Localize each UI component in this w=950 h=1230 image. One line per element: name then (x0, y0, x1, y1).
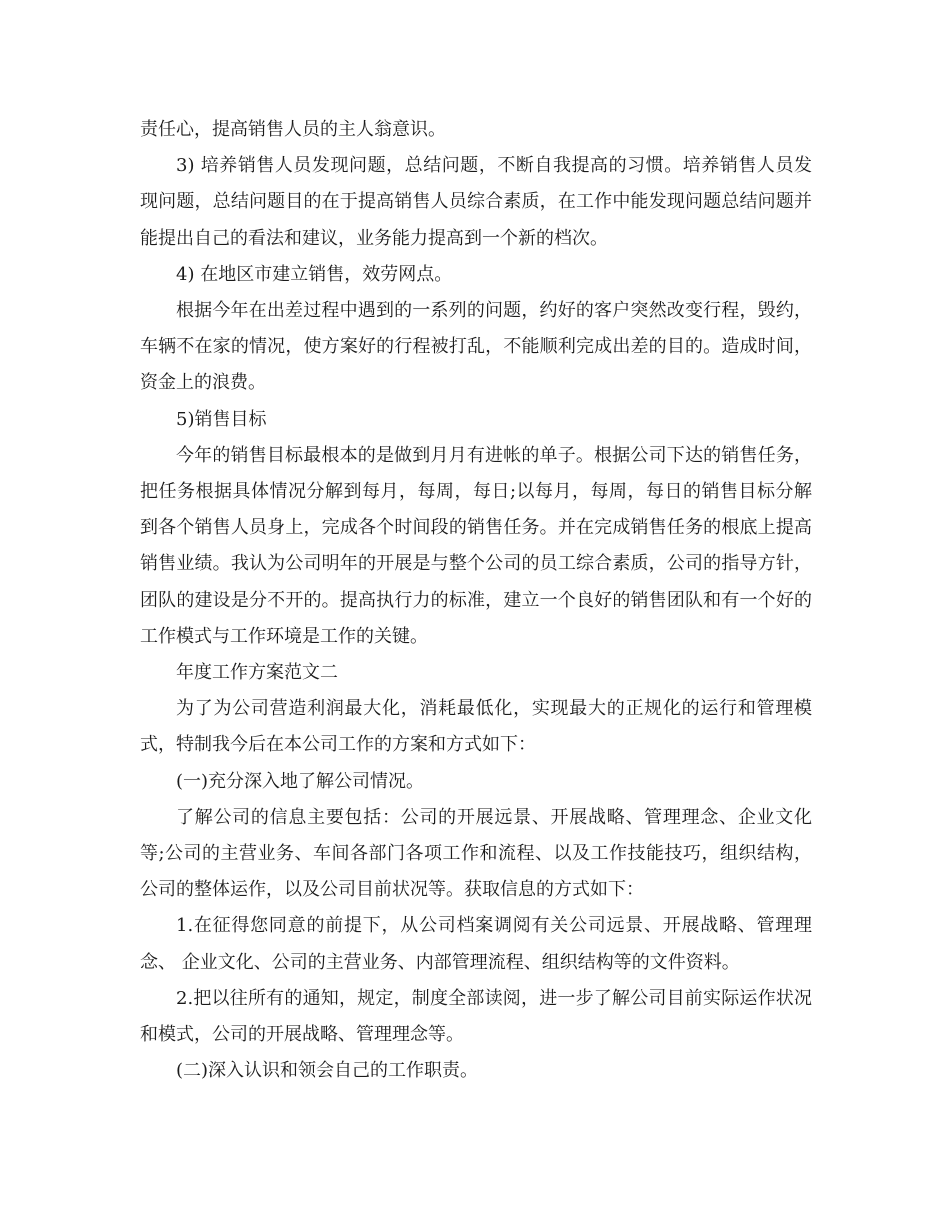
section-title-example-two: 年度工作方案范文二 (176, 662, 338, 684)
list-item-2: 2.把以往所有的通知，规定，制度全部读阅，进一步了解公司目前实际运作状况和模式，公司的开展战略、管理理念等。 (140, 987, 812, 1046)
document-body (140, 112, 812, 1089)
subheading-two: (二)深入认识和领会自己的工作职责。 (176, 1060, 479, 1082)
paragraph-continuation: 责任心，提高销售人员的主人翁意识。 (140, 119, 446, 140)
paragraph-sales-target: 今年的销售目标最根本的是做到月月有进帐的单子。根据公司下达的销售任务，把任务根据具体情况分解到每月，每周，每日;以每月，每周，每日的销售目标分解到各个销售人员身上，完成各个时间段的销售任务。并在完成销售任务的根底上提高销售业绩。我认为公司明年的开展是与整个公司的员工综合素质，公司的指导方针，团队的建设是分不开的。提高执行力的标准，建立一个良好的销售团队和有一个好的工作模式与工作环境是工作的关键。 (140, 444, 812, 647)
paragraph-intro: 为了为公司营造利润最大化，消耗最低化，实现最大的正规化的运行和管理模式，特制我今后在本公司工作的方案和方式如下： (140, 698, 812, 756)
subheading-one: (一)充分深入地了解公司情况。 (176, 770, 425, 792)
list-item-1: 1.在征得您同意的前提下，从公司档案调阅有关公司远景、开展战略、管理理念、 企业文化、公司的主营业务、内部管理流程、组织结构等的文件资料。 (140, 915, 812, 973)
paragraph-item-3: 3) 培养销售人员发现问题，总结问题，不断自我提高的习惯。培养销售人员发现问题，总结问题目的在于提高销售人员综合素质，在工作中能发现问题总结问题并能提出自己的看法和建议，业务能力提高到一个新的档次。 (140, 155, 812, 249)
paragraph-item-5-heading: 5)销售目标 (176, 408, 267, 430)
paragraph-item-4: 4) 在地区市建立销售，效劳网点。 (176, 263, 453, 285)
paragraph-travel-issues: 根据今年在出差过程中遇到的一系列的问题，约好的客户突然改变行程，毁约，车辆不在家的情况，使方案好的行程被打乱，不能顺利完成出差的目的。造成时间，资金上的浪费。 (140, 300, 812, 394)
paragraph-company-info: 了解公司的信息主要包括：公司的开展远景、开展战略、管理理念、企业文化等;公司的主营业务、车间各部门各项工作和流程、以及工作技能技巧，组织结构，公司的整体运作，以及公司目前状况等。获取信息的方式如下： (140, 806, 812, 901)
